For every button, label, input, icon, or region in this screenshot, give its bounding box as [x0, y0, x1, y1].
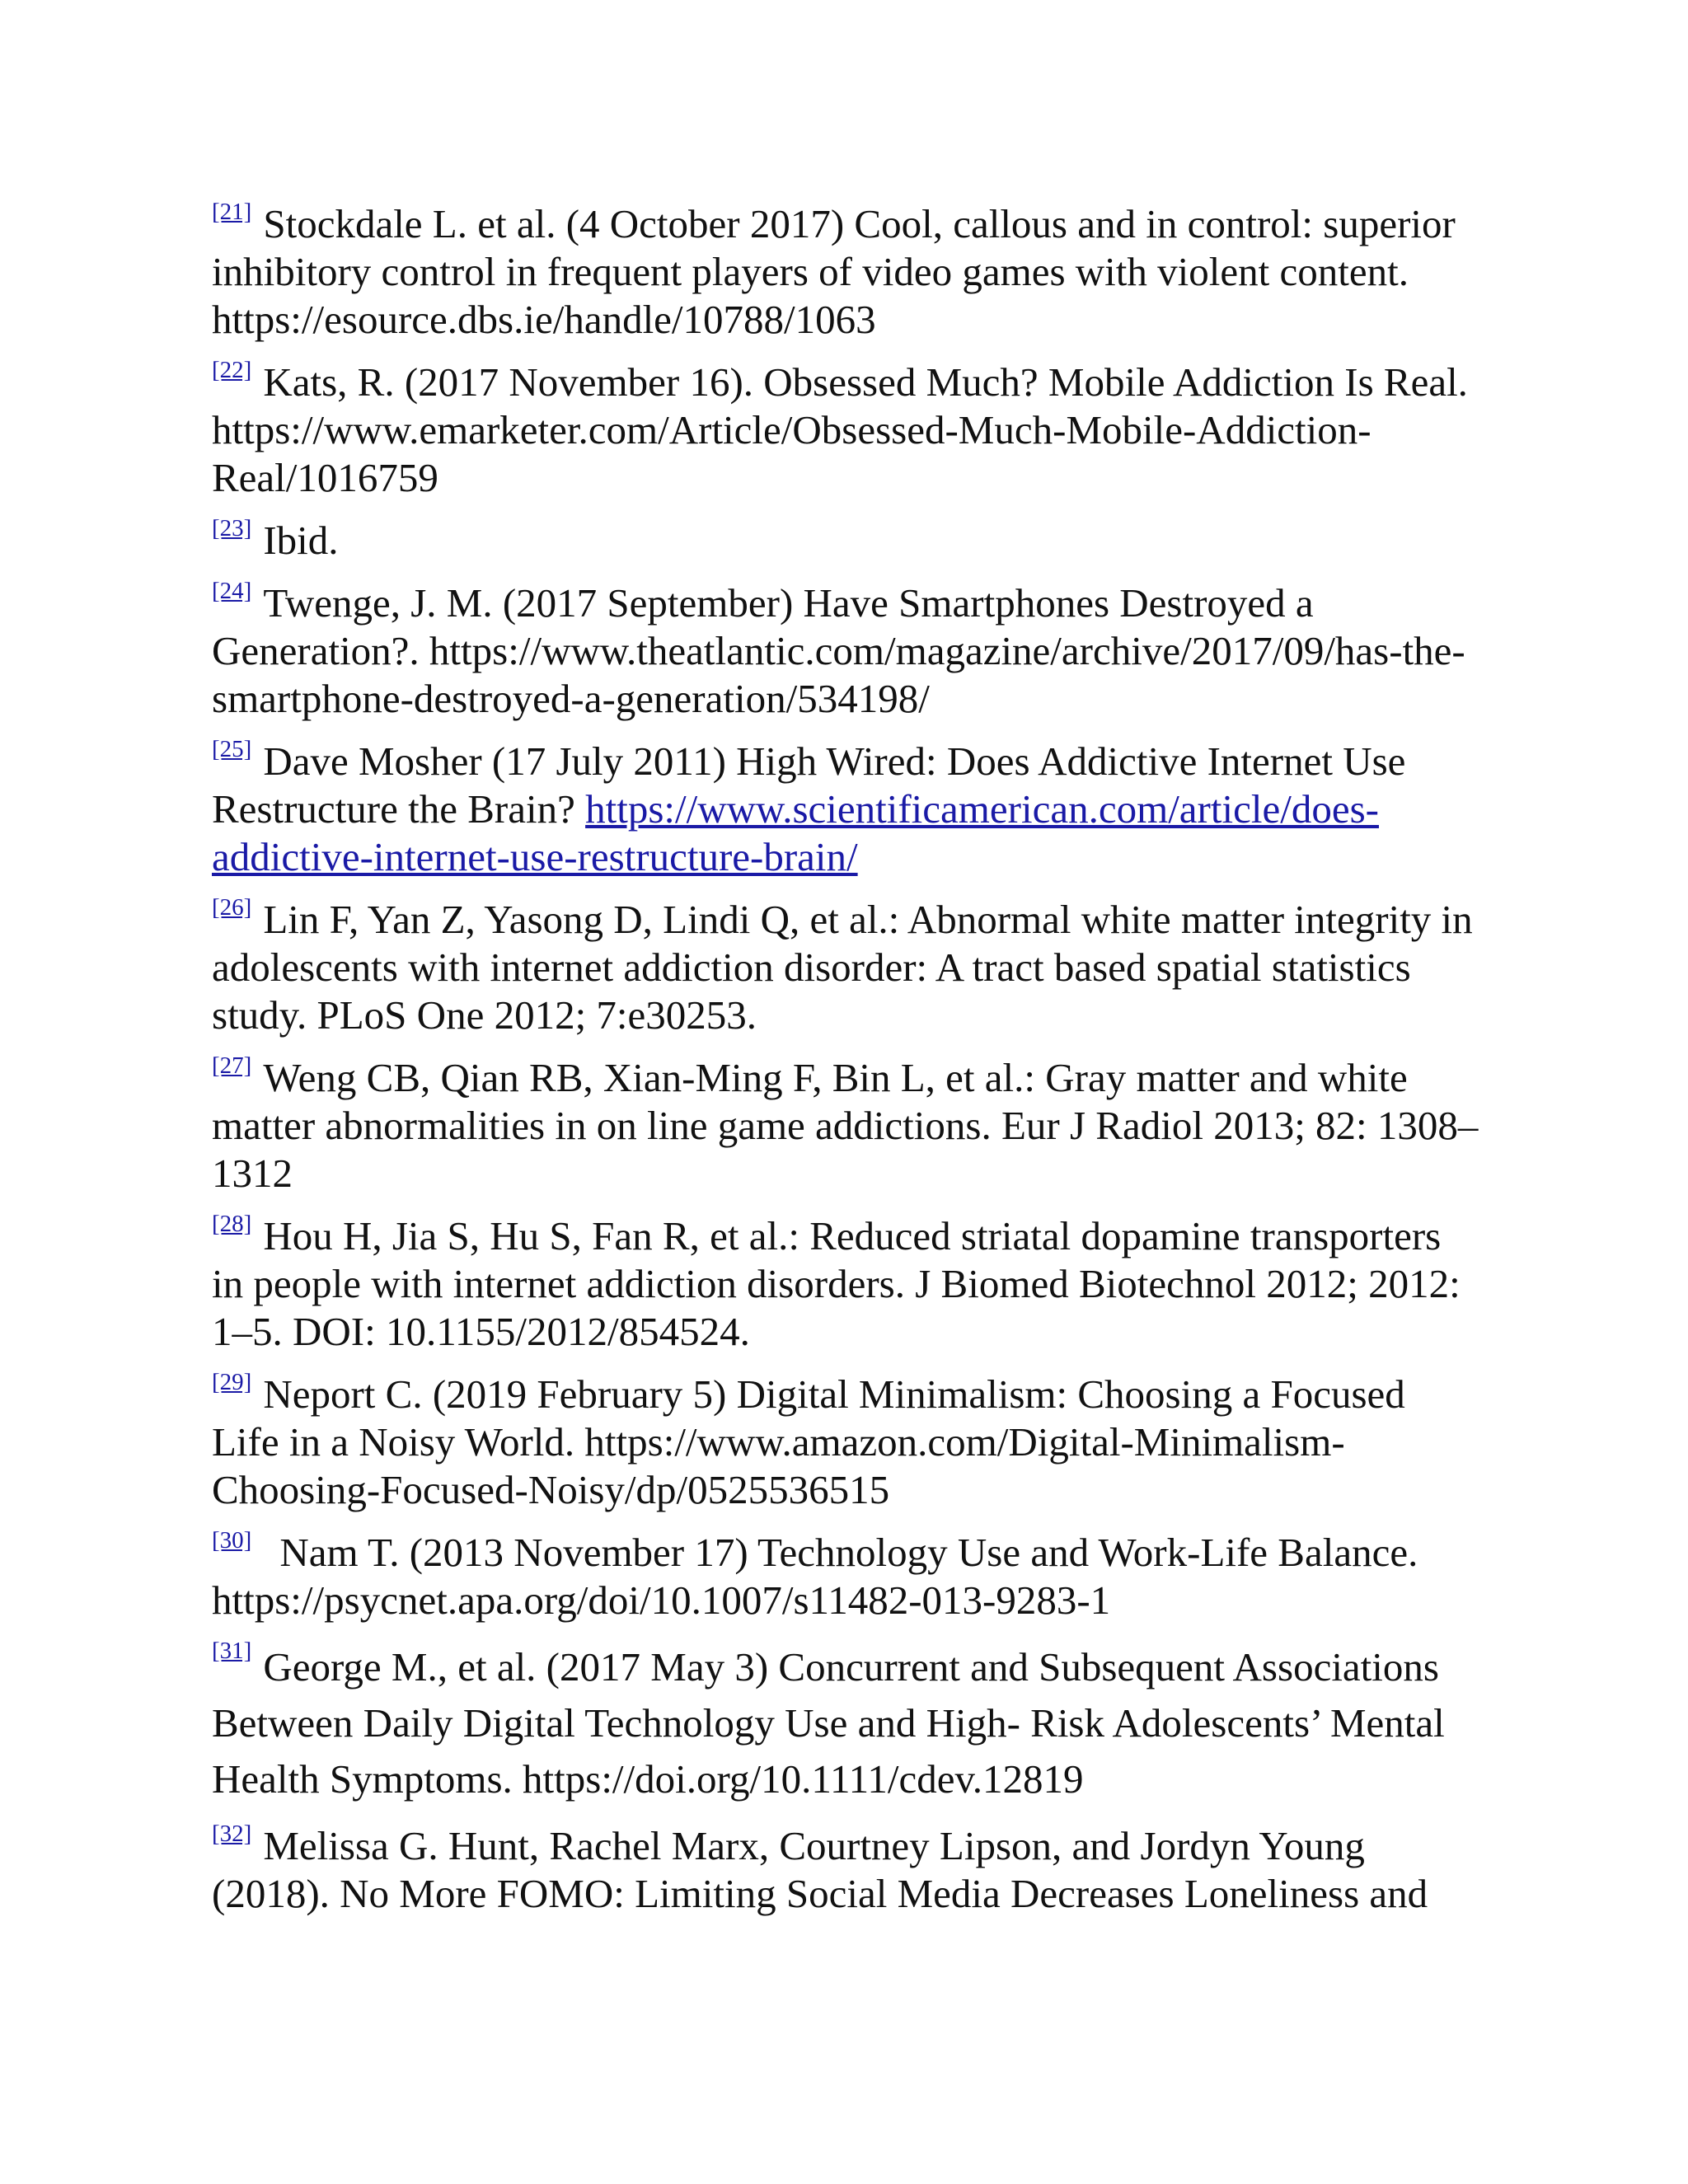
endnote-text-31: George M., et al. (2017 May 3) Concurrent and Subsequent Associations Between Daily Digital Technology Use and High‐ Risk Adolescents’ Mental Health Symptoms. https://doi.org/10.1111/cdev.12819: [212, 1644, 1445, 1802]
endnote-text-28: Hou H, Jia S, Hu S, Fan R, et al.: Reduced striatal dopamine transporters in people with internet addiction disorders. J Biomed Biotechnol 2012; 2012: 1–5. DOI: 10.1155/2012/854524.: [212, 1213, 1461, 1354]
endnote-ref-26[interactable]: [26]: [212, 894, 252, 921]
endnote-ref-21[interactable]: [21]: [212, 199, 252, 225]
endnote-text-29: Neport C. (2019 February 5) Digital Minimalism: Choosing a Focused Life in a Noisy World. https://www.amazon.com/Digital-Minimalism-Choosing-Focused-Noisy/dp/0525536515: [212, 1371, 1405, 1512]
endnote-text-23: Ibid.: [263, 518, 339, 563]
endnote-ref-25[interactable]: [25]: [212, 736, 252, 762]
endnote-text-21: Stockdale L. et al. (4 October 2017) Cool, callous and in control: superior inhibitory control in frequent players of video games with violent content. https://esource.dbs.ie/handle/10788/1063: [212, 201, 1456, 342]
endnote-25: [212, 738, 1481, 881]
endnote-text-22: Kats, R. (2017 November 16). Obsessed Much? Mobile Addiction Is Real. https://www.emarketer.com/Article/Obsessed-Much-Mobile-Addiction-Real/1016759: [212, 359, 1468, 500]
endnote-29: [212, 1371, 1481, 1514]
endnote-ref-32[interactable]: [32]: [212, 1821, 252, 1847]
endnote-text-25: Dave Mosher (17 July 2011) High Wired: Does Addictive Internet Use Restructure the Brain?: [212, 738, 1406, 832]
endnote-text-26: Lin F, Yan Z, Yasong D, Lindi Q, et al.: Abnormal white matter integrity in adolescents with internet addiction disorder: A tract based spatial statistics study. PLoS One 2012; 7:e30253.: [212, 897, 1473, 1038]
endnote-text-30: Nam T. (2013 November 17) Technology Use and Work-Life Balance. https://psycnet.apa.org/doi/10.1007/s11482-013-9283-1: [212, 1530, 1418, 1623]
endnote-27: [212, 1054, 1481, 1197]
endnote-link-25[interactable]: https://www.scientificamerican.com/article/does-addictive-internet-use-restructure-brain/: [212, 786, 1379, 879]
endnote-ref-23[interactable]: [23]: [212, 515, 252, 541]
endnote-ref-22[interactable]: [22]: [212, 357, 252, 383]
endnote-ref-28[interactable]: [28]: [212, 1211, 252, 1237]
endnote-ref-29[interactable]: [29]: [212, 1369, 252, 1395]
endnote-30: [212, 1529, 1481, 1624]
endnote-23: [212, 517, 1481, 565]
endnote-28: [212, 1212, 1481, 1356]
endnote-ref-30[interactable]: [30]: [212, 1527, 252, 1554]
endnote-ref-24[interactable]: [24]: [212, 578, 252, 604]
endnote-31: [212, 1639, 1481, 1807]
endnote-22: [212, 359, 1481, 502]
endnote-21: [212, 200, 1481, 344]
endnote-26: [212, 896, 1481, 1039]
endnote-ref-27[interactable]: [27]: [212, 1052, 252, 1079]
endnote-32: [212, 1822, 1481, 1918]
endnote-text-27: Weng CB, Qian RB, Xian-Ming F, Bin L, et al.: Gray matter and white matter abnormalities in on line game addictions. Eur J Radiol 2013; 82: 1308–1312: [212, 1055, 1479, 1196]
endnote-24: [212, 579, 1481, 723]
endnotes-list: [212, 200, 1481, 1933]
endnote-ref-31[interactable]: [31]: [212, 1638, 252, 1664]
endnote-text-32: Melissa G. Hunt, Rachel Marx, Courtney Lipson, and Jordyn Young (2018). No More FOMO: Limiting Social Media Decreases Loneliness and: [212, 1823, 1428, 1916]
endnote-text-24: Twenge, J. M. (2017 September) Have Smartphones Destroyed a Generation?. https://www.theatlantic.com/magazine/archive/2017/09/has-the-smartphone-destroyed-a-generation/534198/: [212, 580, 1465, 721]
